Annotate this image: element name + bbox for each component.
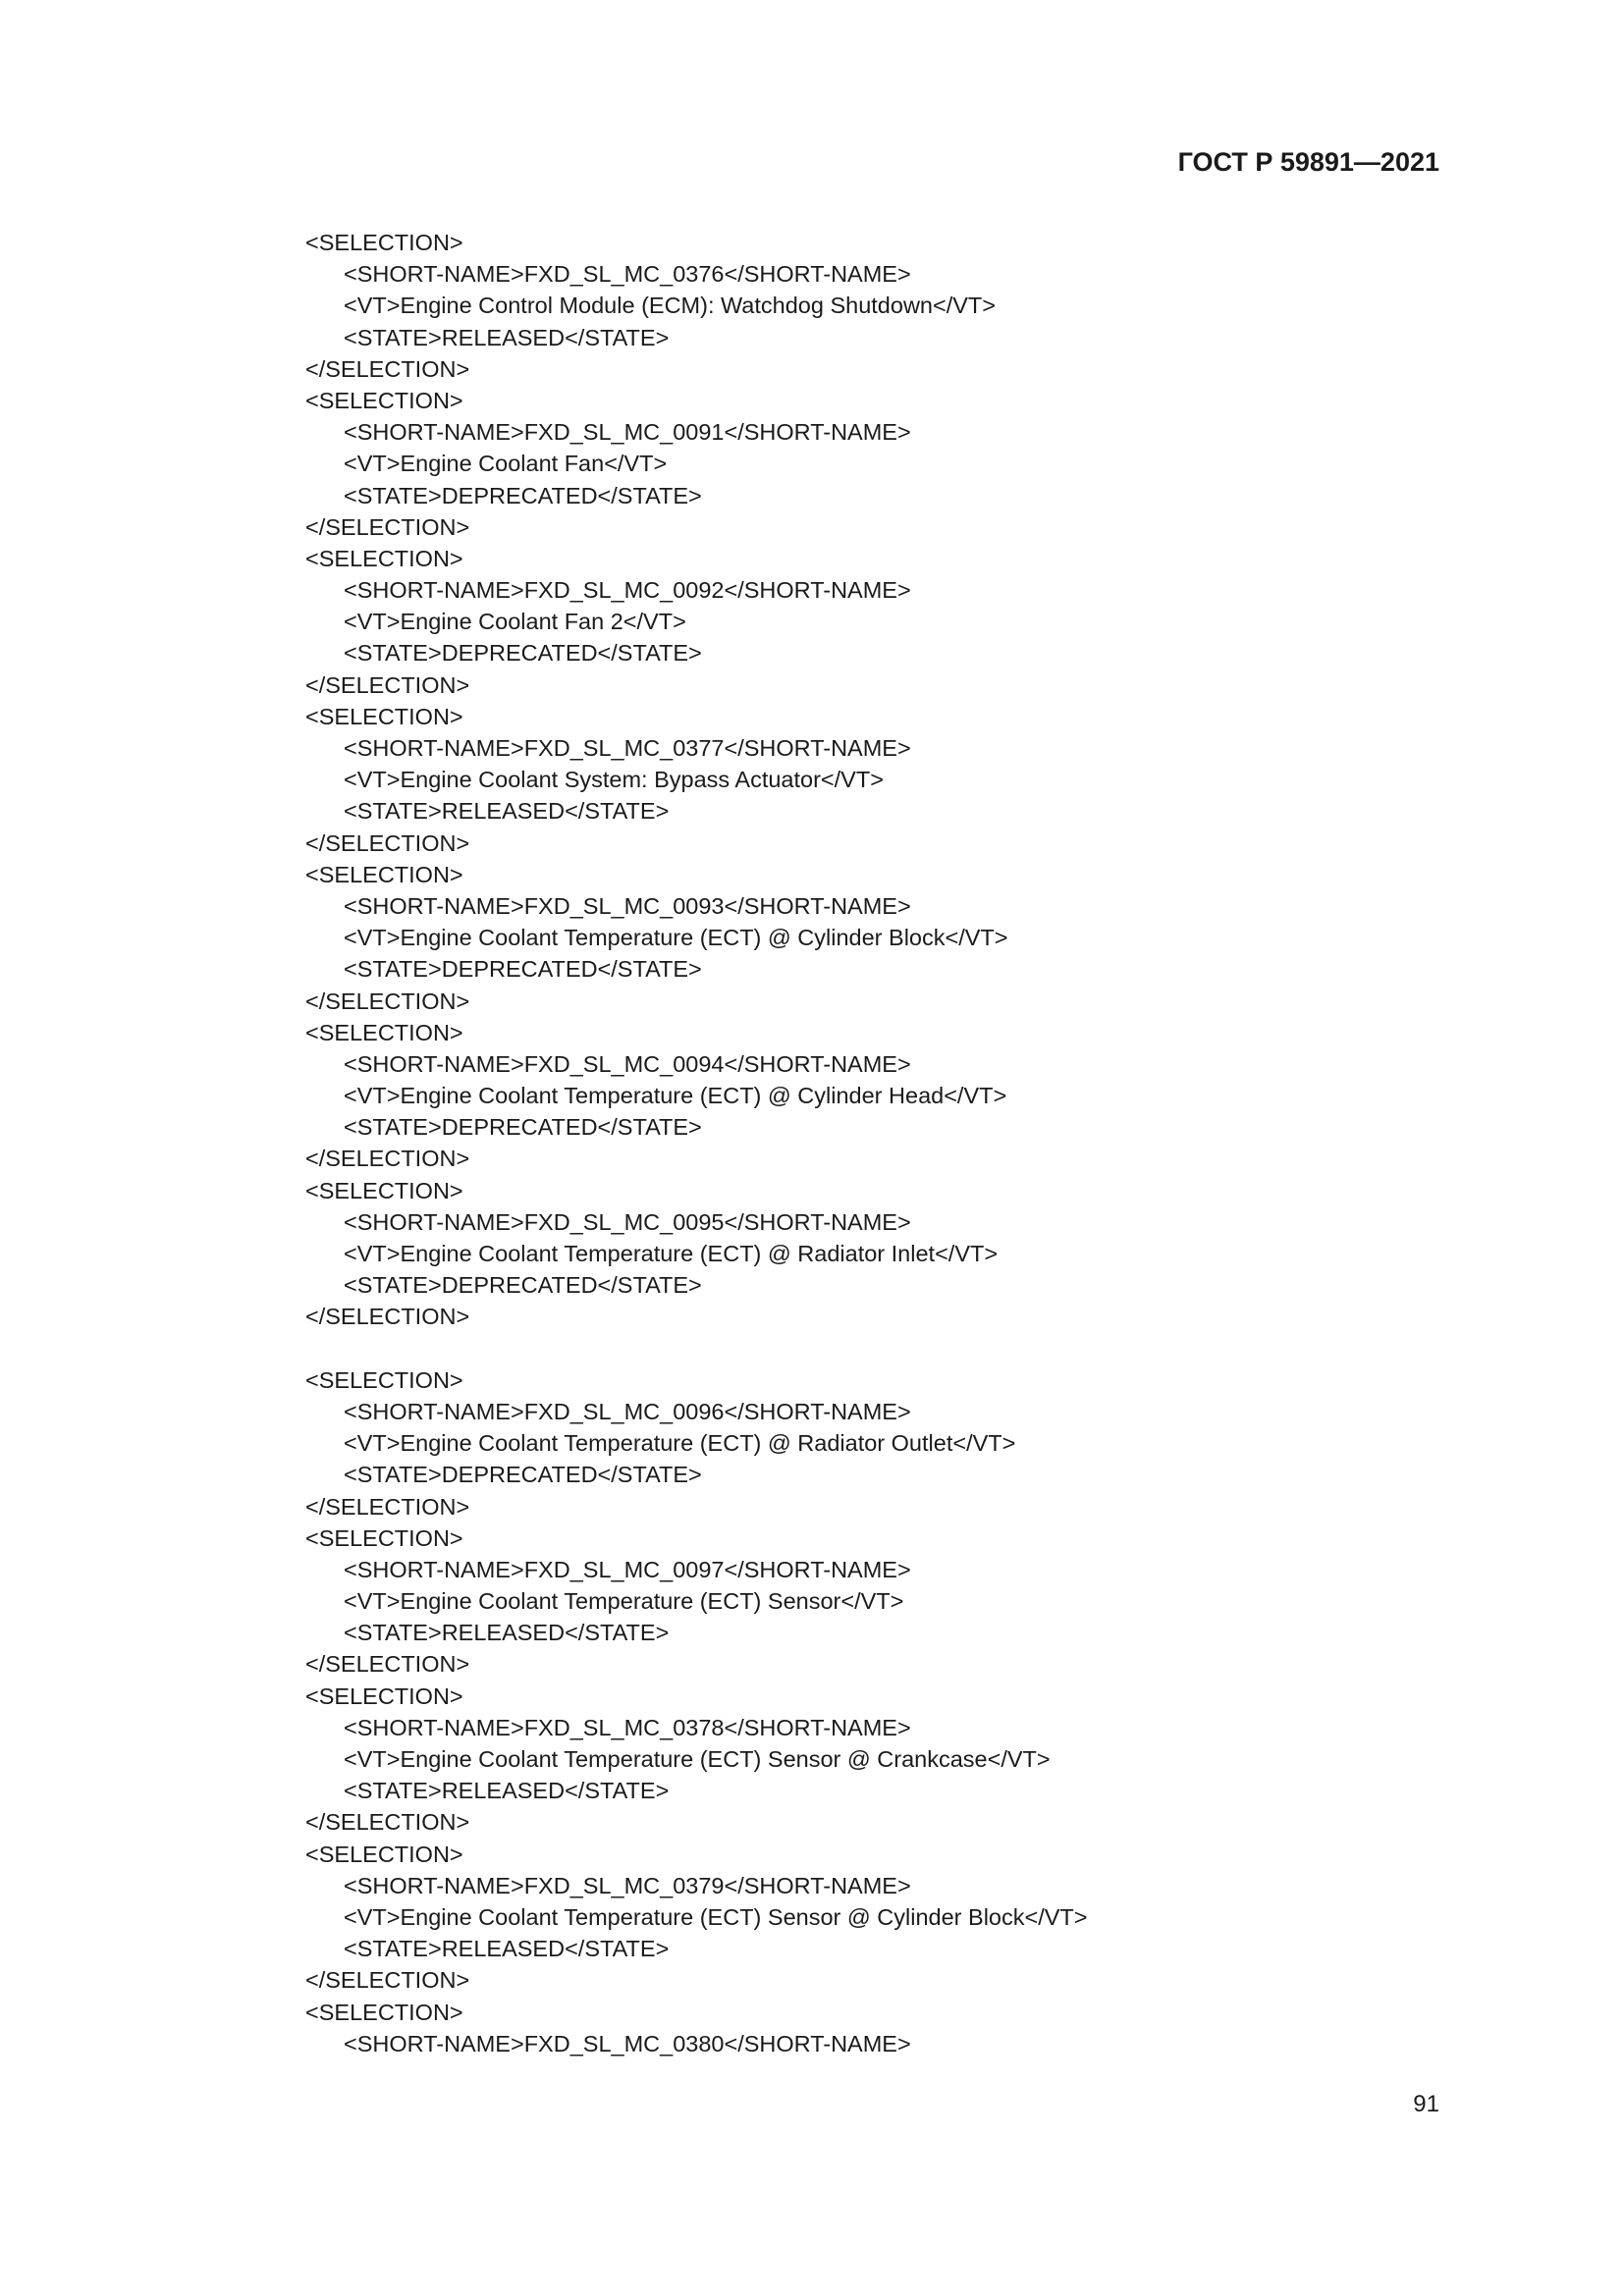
selection-open-tag: <SELECTION> [305, 1524, 463, 1551]
xml-listing [305, 227, 1088, 2059]
short-name-line: <SHORT-NAME>FXD_SL_MC_0376</SHORT-NAME> [344, 261, 911, 288]
selection-open-tag: <SELECTION> [305, 861, 463, 887]
selection-close-tag: </SELECTION> [305, 513, 470, 540]
state-line: <STATE>RELEASED</STATE> [344, 798, 670, 825]
state-line: <STATE>DEPRECATED</STATE> [344, 1462, 702, 1488]
vt-line: <VT>Engine Coolant System: Bypass Actuator</VT> [344, 767, 884, 793]
selection-close-tag: </SELECTION> [305, 671, 470, 698]
selection-open-tag: <SELECTION> [305, 1366, 463, 1393]
short-name-line: <SHORT-NAME>FXD_SL_MC_0377</SHORT-NAME> [344, 735, 911, 761]
state-line: <STATE>RELEASED</STATE> [344, 1778, 670, 1804]
short-name-line: <SHORT-NAME>FXD_SL_MC_0380</SHORT-NAME> [344, 2030, 911, 2056]
state-line: <STATE>RELEASED</STATE> [344, 324, 670, 350]
short-name-line: <SHORT-NAME>FXD_SL_MC_0092</SHORT-NAME> [344, 577, 911, 604]
state-line: <STATE>DEPRECATED</STATE> [344, 1114, 702, 1141]
vt-line: <VT>Engine Coolant Temperature (ECT) @ Cylinder Block</VT> [344, 925, 1008, 951]
selection-open-tag: <SELECTION> [305, 1019, 463, 1045]
selection-open-tag: <SELECTION> [305, 230, 463, 255]
selection-close-tag: </SELECTION> [305, 355, 470, 382]
short-name-line: <SHORT-NAME>FXD_SL_MC_0093</SHORT-NAME> [344, 892, 911, 919]
selection-close-tag: </SELECTION> [305, 1146, 470, 1172]
selection-open-tag: <SELECTION> [305, 1999, 463, 2025]
selection-close-tag: </SELECTION> [305, 1493, 470, 1520]
short-name-line: <SHORT-NAME>FXD_SL_MC_0378</SHORT-NAME> [344, 1714, 911, 1740]
blank-line [305, 1333, 1088, 1364]
selection-close-tag: </SELECTION> [305, 1967, 470, 1994]
selection-close-tag: </SELECTION> [305, 988, 470, 1014]
document-code-header: ГОСТ Р 59891—2021 [1177, 147, 1439, 177]
state-line: <STATE>DEPRECATED</STATE> [344, 640, 702, 667]
short-name-line: <SHORT-NAME>FXD_SL_MC_0091</SHORT-NAME> [344, 419, 911, 446]
vt-line: <VT>Engine Coolant Fan</VT> [344, 451, 668, 477]
state-line: <STATE>DEPRECATED</STATE> [344, 482, 702, 508]
selection-open-tag: <SELECTION> [305, 545, 463, 571]
selection-close-tag: </SELECTION> [305, 1304, 470, 1330]
short-name-line: <SHORT-NAME>FXD_SL_MC_0095</SHORT-NAME> [344, 1208, 911, 1235]
vt-line: <VT>Engine Coolant Fan 2</VT> [344, 609, 686, 635]
page-number: 91 [1413, 2091, 1439, 2117]
vt-line: <VT>Engine Coolant Temperature (ECT) Sensor @ Crankcase</VT> [344, 1746, 1051, 1772]
vt-line: <VT>Engine Coolant Temperature (ECT) Sensor @ Cylinder Block</VT> [344, 1903, 1088, 1930]
selection-open-tag: <SELECTION> [305, 387, 463, 413]
state-line: <STATE>RELEASED</STATE> [344, 1620, 670, 1646]
vt-line: <VT>Engine Coolant Temperature (ECT) @ Radiator Inlet</VT> [344, 1241, 999, 1266]
vt-line: <VT>Engine Coolant Temperature (ECT) @ Cylinder Head</VT> [344, 1083, 1007, 1109]
selection-close-tag: </SELECTION> [305, 1651, 470, 1678]
selection-open-tag: <SELECTION> [305, 1841, 463, 1867]
state-line: <STATE>DEPRECATED</STATE> [344, 1272, 702, 1299]
vt-line: <VT>Engine Coolant Temperature (ECT) Sensor</VT> [344, 1588, 904, 1615]
state-line: <STATE>RELEASED</STATE> [344, 1936, 670, 1962]
selection-open-tag: <SELECTION> [305, 1177, 463, 1203]
state-line: <STATE>DEPRECATED</STATE> [344, 956, 702, 983]
vt-line: <VT>Engine Control Module (ECM): Watchdog Shutdown</VT> [344, 293, 996, 319]
short-name-line: <SHORT-NAME>FXD_SL_MC_0094</SHORT-NAME> [344, 1050, 911, 1077]
selection-close-tag: </SELECTION> [305, 1809, 470, 1836]
selection-open-tag: <SELECTION> [305, 703, 463, 729]
short-name-line: <SHORT-NAME>FXD_SL_MC_0096</SHORT-NAME> [344, 1398, 911, 1424]
selection-close-tag: </SELECTION> [305, 829, 470, 856]
short-name-line: <SHORT-NAME>FXD_SL_MC_0379</SHORT-NAME> [344, 1872, 911, 1898]
vt-line: <VT>Engine Coolant Temperature (ECT) @ Radiator Outlet</VT> [344, 1430, 1016, 1457]
short-name-line: <SHORT-NAME>FXD_SL_MC_0097</SHORT-NAME> [344, 1556, 911, 1582]
selection-open-tag: <SELECTION> [305, 1682, 463, 1709]
